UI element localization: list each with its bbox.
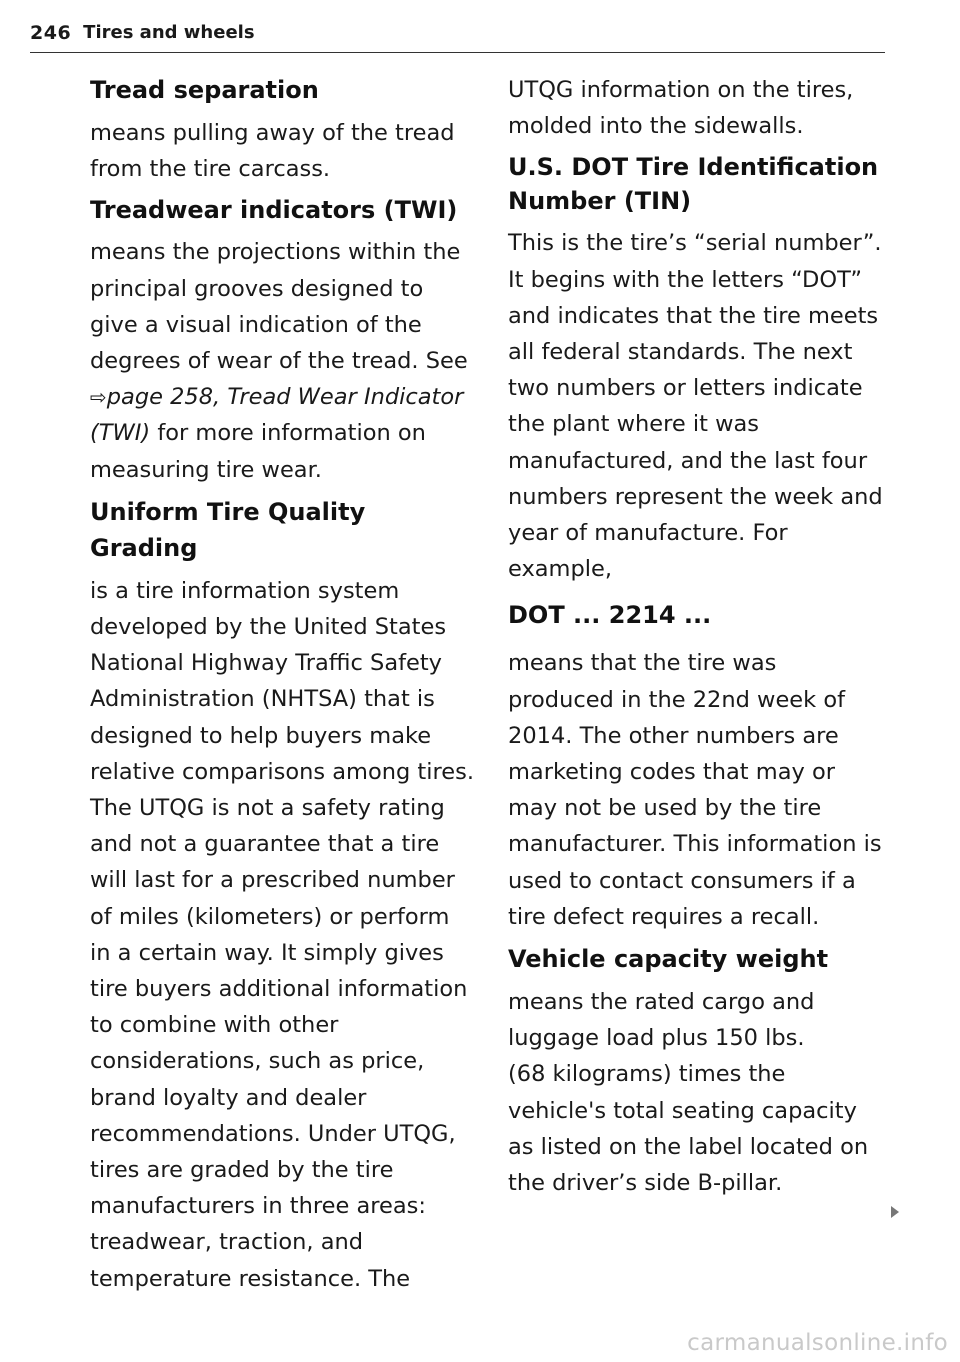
- heading-tin: U.S. DOT Tire Identification Number (TIN): [508, 153, 879, 216]
- heading-utqg: Uniform Tire Quality Grading: [90, 497, 366, 562]
- text-utqg-continued: UTQG information on the tires, molded into the sidewalls.: [508, 77, 854, 140]
- right-column: [508, 72, 888, 1207]
- text-tin-b: means that the tire was produced in the 22nd week of 2014. The other numbers are marketing codes that may or may not be used by the tire manufacturer. This information is used to contact consumers if a tire defect requires a recall.: [508, 650, 882, 930]
- twi-text-a: means the projections within the principal grooves designed to give a visual indication of the degrees of wear of the tread. See: [90, 239, 468, 375]
- arrow-right-icon: ⇨: [90, 385, 107, 410]
- text-twi: [90, 234, 475, 487]
- watermark: carmanualsonline.info: [687, 1330, 948, 1356]
- dot-example: DOT ... 2214 ...: [508, 601, 712, 630]
- text-utqg: is a tire information system developed by the United States National Highway Traffic Safety Administration (NHTSA) that is designed to help buyers make relative comparisons among tires. The UTQG is not a safety rating and not a guarantee that a tire will last for a prescribed number of miles (kilometers) or perform in a certain way. It simply gives tire buyers additional information to combine with other considerations, such as price, brand loyalty and dealer recommendations. Under UTQG, tires are graded by the tire manufacturers in three areas: treadwear, traction, and temperature resistance. The: [90, 577, 474, 1292]
- left-column: [90, 72, 475, 1303]
- page-reference-link[interactable]: page 258, Tread Wear Indicator (TWI): [90, 384, 464, 447]
- twi-text-b: for more information on measuring tire wear.: [90, 420, 426, 483]
- page-header: [30, 22, 885, 53]
- page-number: 246: [30, 22, 72, 44]
- chapter-title: Tires and wheels: [83, 22, 255, 43]
- continued-arrow-icon: [891, 1206, 899, 1218]
- text-tin: This is the tire’s “serial number”. It begins with the letters “DOT” and indicates that the tire meets all federal standards. The next two numbers or letters indicate the plant where it was manufactured, and the last four numbers represent the week and year of manufacture. For example,: [508, 230, 883, 583]
- heading-twi: Treadwear indicators (TWI): [90, 196, 458, 225]
- text-vcw-a: means the rated cargo and luggage load plus 150 lbs.: [508, 989, 815, 1052]
- heading-tread-separation: Tread separation: [90, 76, 319, 104]
- text-vcw-b: (68 kilograms) times the vehicle's total seating capacity as listed on the label located on the driver’s side B-pillar.: [508, 1061, 869, 1197]
- text-tread-separation: means pulling away of the tread from the tire carcass.: [90, 120, 455, 183]
- heading-vehicle-capacity-weight: Vehicle capacity weight: [508, 945, 829, 974]
